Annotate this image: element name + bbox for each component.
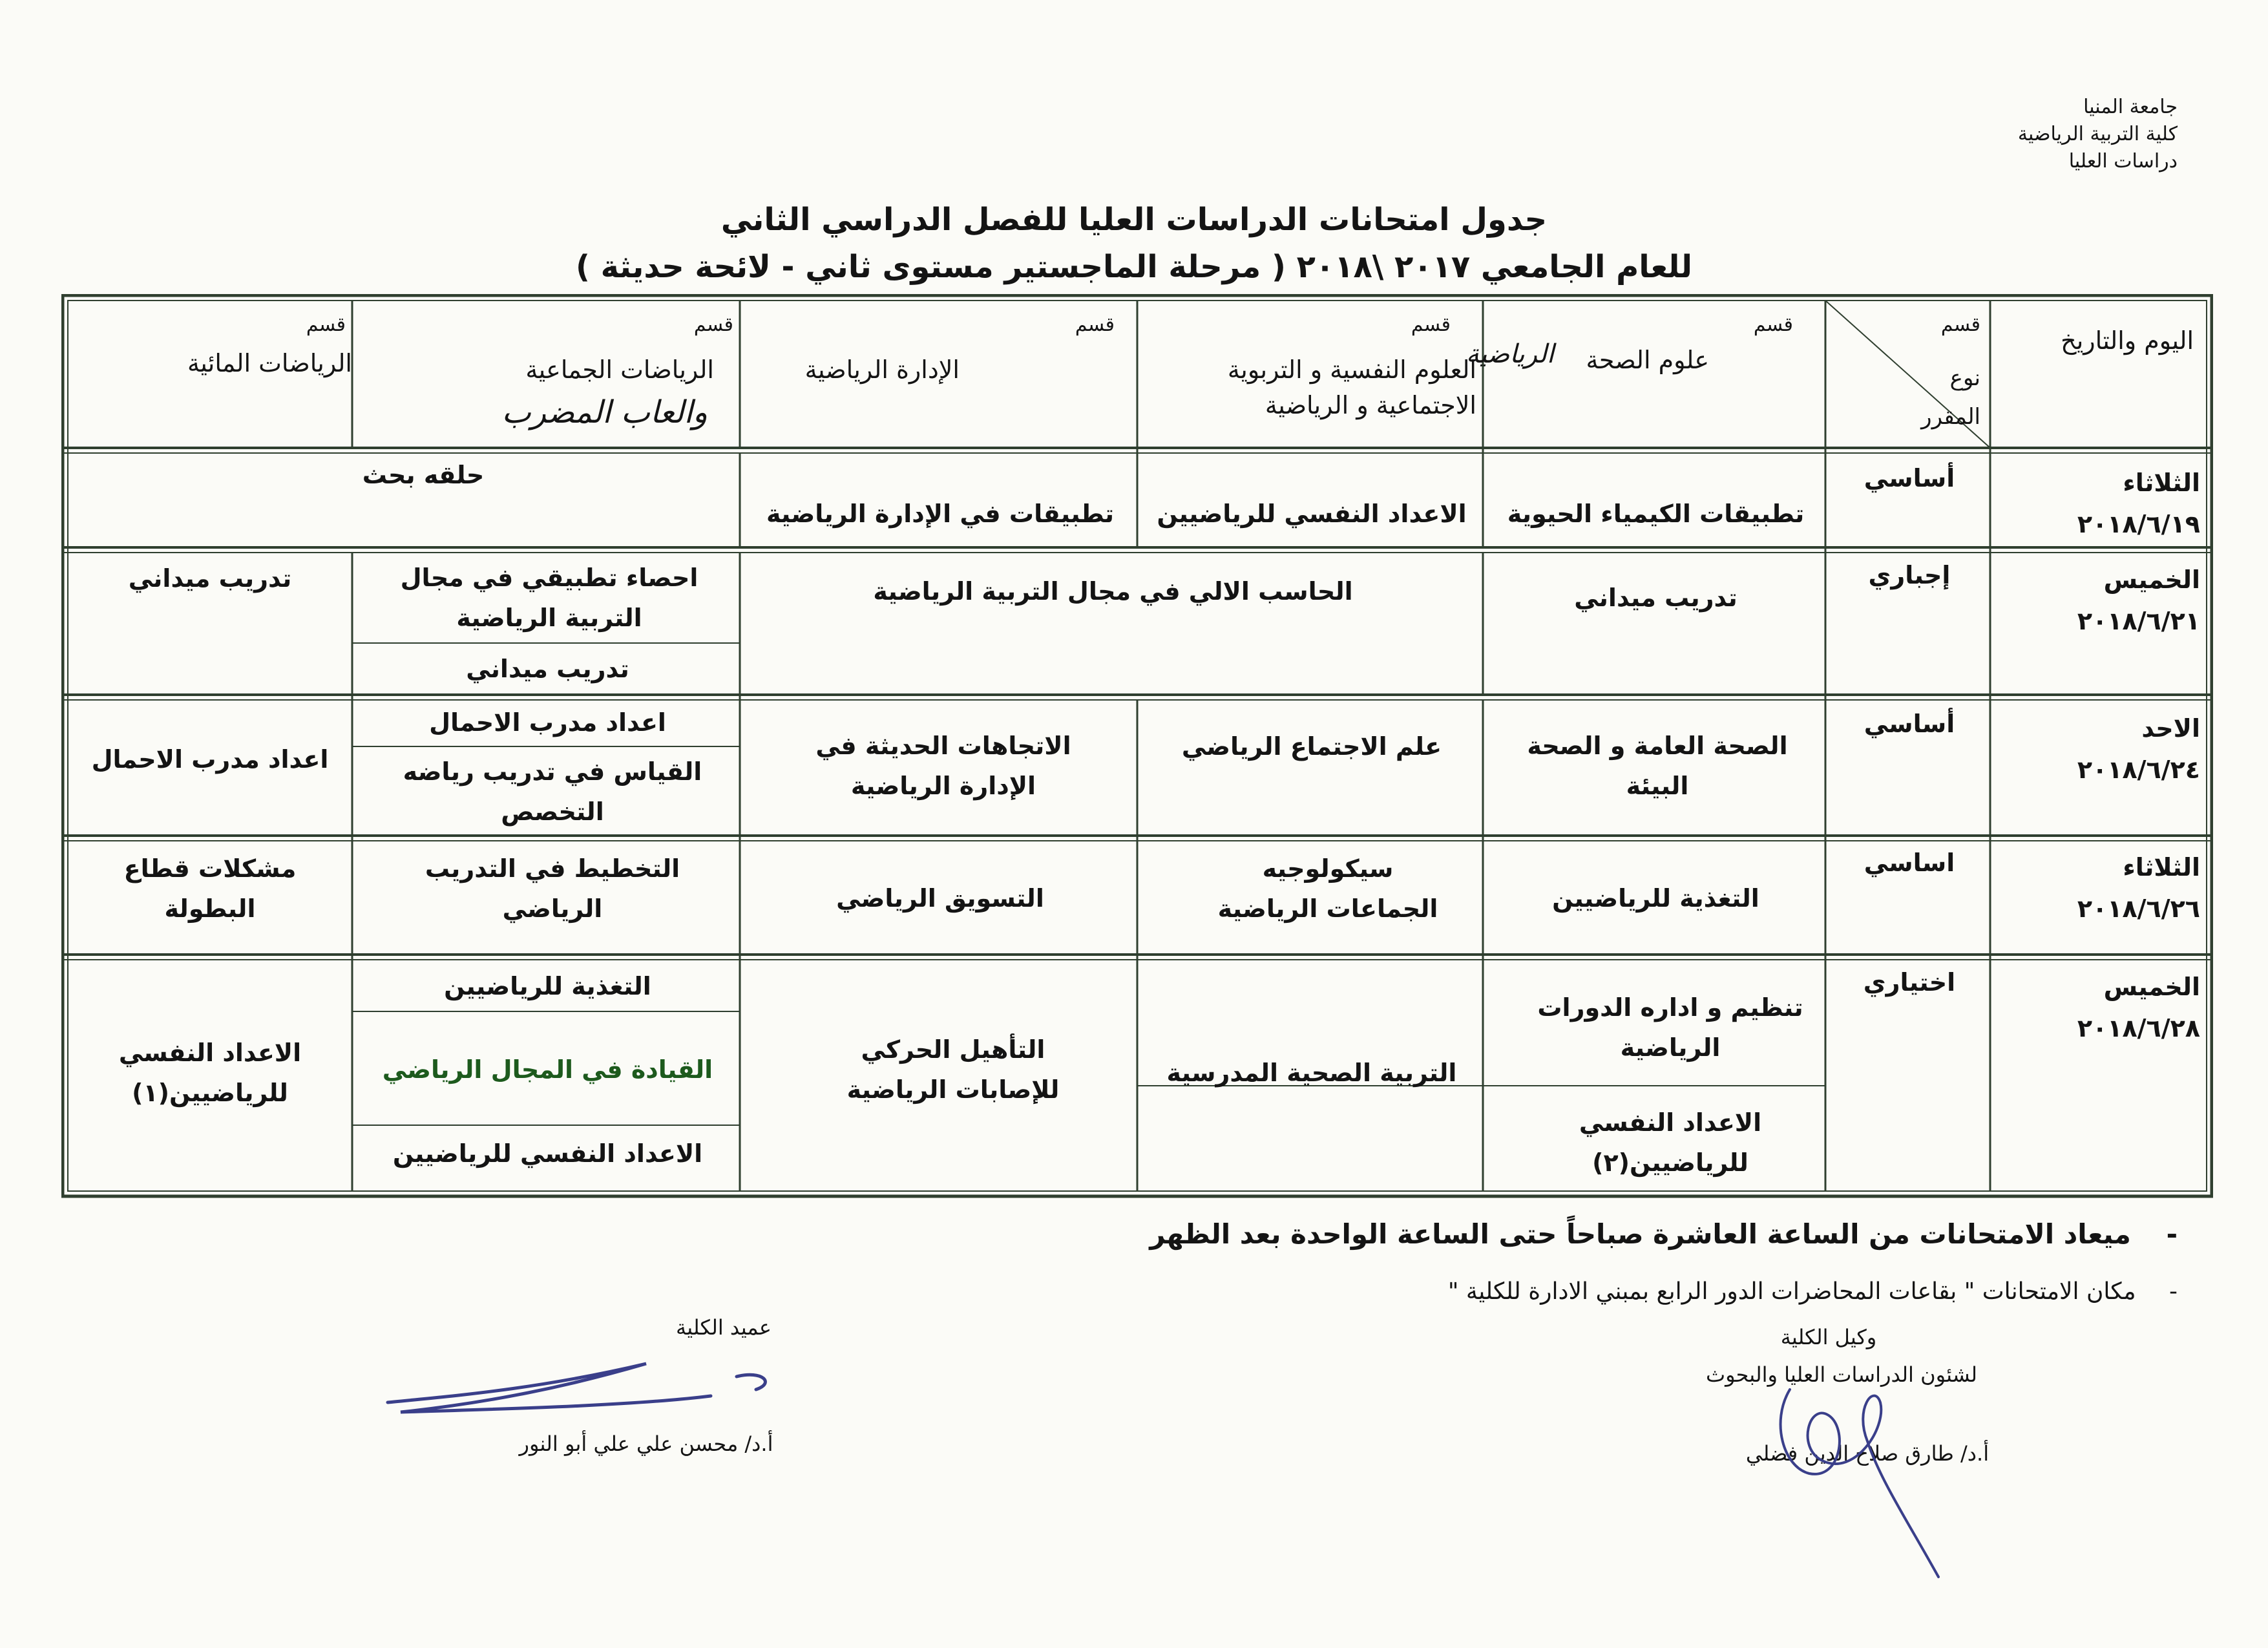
- row5-admin: التأهيل الحركي للإصابات الرياضية: [846, 1035, 1060, 1104]
- dean-title: عميد الكلية: [676, 1315, 772, 1340]
- vice-dean-name: أ.د/ طارق صلاح الدين فضلي: [1745, 1441, 1990, 1466]
- row5-day: [2077, 966, 2200, 1049]
- header-team-section: قسم: [693, 313, 733, 336]
- row3-psych: علم الاجتماع الرياضي: [1181, 732, 1442, 761]
- note-exam-time-text: ميعاد الامتحانات من الساعة العاشرة صباحاً حتى الساعة الواحدة بعد الظهر: [1150, 1218, 2131, 1250]
- header-psych-section: قسم: [1411, 313, 1451, 336]
- row1-admin: تطبيقات في الإدارة الرياضية: [766, 500, 1115, 528]
- note-exam-place-text: مكان الامتحانات " بقاعات المحاضرات الدور الرابع بمبني الادارة للكلية ": [1447, 1278, 2136, 1305]
- dean-name: أ.د/ محسن علي علي أبو النور: [519, 1431, 773, 1456]
- row4-day: [2077, 847, 2200, 929]
- row4-water: مشكلات قطاع البطولة: [123, 854, 297, 923]
- header-type-line1: نوع: [1949, 365, 1980, 391]
- institution-header: [1790, 94, 2178, 175]
- university-name: جامعة المنيا: [2083, 96, 2178, 118]
- note-bullet: -: [2166, 1218, 2178, 1250]
- row2-psych-admin-merged: الحاسب الالي في مجال التربية الرياضية: [873, 577, 1353, 606]
- row5-day-name: الخميس: [2103, 973, 2200, 1001]
- row3-day-name: الاحد: [2141, 714, 2200, 743]
- row3-day: [2077, 708, 2200, 790]
- header-water-section: قسم: [306, 313, 346, 336]
- vice-dean-title-1: وكيل الكلية: [1780, 1325, 1877, 1349]
- row5-type: اختياري: [1863, 968, 1956, 997]
- header-day-date: اليوم والتاريخ: [2061, 326, 2194, 355]
- row3-date: ٢٠١٨/٦/٢٤: [2077, 755, 2200, 784]
- row4-type: اساسي: [1864, 849, 1955, 877]
- header-water: الرياضات المائية: [187, 349, 352, 377]
- row4-date: ٢٠١٨/٦/٢٦: [2077, 894, 2200, 923]
- row5-date: ٢٠١٨/٦/٢٨: [2077, 1014, 2200, 1042]
- row5-team-c: الاعداد النفسي للرياضيين: [392, 1139, 703, 1168]
- faculty-name: كلية التربية الرياضية: [2017, 123, 2178, 145]
- row5-team-b: القيادة في المجال الرياضي: [382, 1055, 713, 1084]
- note-exam-time: [1150, 1218, 2178, 1250]
- row5-health-b: الاعداد النفسي للرياضيين(٢): [1579, 1108, 1762, 1177]
- row4-psych: سيكولوجيه الجماعات الرياضية: [1217, 854, 1438, 923]
- row4-admin: التسويق الرياضي: [836, 884, 1044, 913]
- row2-type: إجباري: [1868, 561, 1951, 589]
- row4-health: التغذية للرياضيين: [1552, 884, 1759, 913]
- row4-day-name: الثلاثاء: [2123, 853, 2200, 882]
- header-health-handwritten: الرياضية: [1465, 339, 1554, 369]
- row1-type: أساسي: [1864, 464, 1955, 492]
- row3-team-a: اعداد مدرب الاحمال: [429, 708, 666, 737]
- document-subtitle: للعام الجامعي ٢٠١٧ \٢٠١٨ ( مرحلة الماجستير مستوى ثاني - لائحة حديثة ): [575, 249, 1693, 285]
- row3-health: الصحة العامة و الصحة البيئة: [1527, 732, 1788, 800]
- header-health: علوم الصحة: [1586, 346, 1709, 374]
- row5-psych: التربية الصحية المدرسية: [1166, 1059, 1457, 1087]
- header-team: الرياضات الجماعية: [525, 355, 714, 384]
- row1-psych: الاعداد النفسي للرياضيين: [1157, 500, 1467, 528]
- row1-health: تطبيقات الكيمياء الحيوية: [1507, 500, 1805, 528]
- row2-team-a: احصاء تطبيقي في مجال التربية الرياضية: [400, 564, 698, 632]
- header-psych-line2: الاجتماعية و الرياضية: [1265, 391, 1476, 419]
- row2-water: تدريب ميداني: [128, 564, 292, 593]
- header-psych-line1: العلوم النفسية و التربوية: [1227, 355, 1476, 384]
- row4-team: التخطيط في التدريب الرياضي: [425, 854, 680, 923]
- row3-admin: الاتجاهات الحديثة في الإدارة الرياضية: [815, 732, 1071, 800]
- row2-day-name: الخميس: [2103, 565, 2200, 594]
- row5-health-a: تنظيم و اداره الدورات الرياضية: [1537, 993, 1803, 1062]
- row2-day: [2077, 559, 2200, 642]
- row1-day: [2077, 462, 2200, 545]
- header-health-section: قسم: [1753, 313, 1793, 336]
- row2-date: ٢٠١٨/٦/٢١: [2077, 607, 2200, 635]
- exam-schedule-table: [61, 294, 2213, 1199]
- dean-signature: [375, 1351, 814, 1422]
- row2-health: تدريب ميداني: [1574, 584, 1738, 612]
- row1-research-seminar: حلقه بحث: [362, 461, 485, 489]
- header-admin: الإدارة الرياضية: [804, 355, 960, 384]
- row5-water: الاعداد النفسي للرياضيين(١): [118, 1039, 302, 1107]
- header-team-handwritten: والعاب المضرب: [501, 394, 708, 430]
- vice-dean-title-2: لشئون الدراسات العليا والبحوث: [1705, 1362, 1978, 1387]
- note-bullet: -: [2169, 1278, 2178, 1305]
- header-admin-section: قسم: [1075, 313, 1115, 336]
- row1-day-name: الثلاثاء: [2123, 469, 2200, 497]
- header-type-section: قسم: [1940, 313, 1980, 336]
- row3-team-b: القياس في تدريب رياضه التخصص: [403, 757, 702, 826]
- note-exam-place: [1448, 1278, 2178, 1305]
- unit-name: دراسات العليا: [2068, 150, 2178, 173]
- row2-team-b: تدريب ميداني: [466, 655, 629, 683]
- vice-dean-signature: [1693, 1351, 1964, 1596]
- header-type-line2: المقرر: [1921, 404, 1980, 430]
- row3-water: اعداد مدرب الاحمال: [91, 745, 329, 774]
- row5-team-a: التغذية للرياضيين: [444, 972, 651, 1000]
- row3-type: أساسي: [1864, 710, 1955, 738]
- document-title: جدول امتحانات الدراسات العليا للفصل الدراسي الثاني: [720, 202, 1548, 238]
- row1-date: ٢٠١٨/٦/١٩: [2077, 510, 2200, 538]
